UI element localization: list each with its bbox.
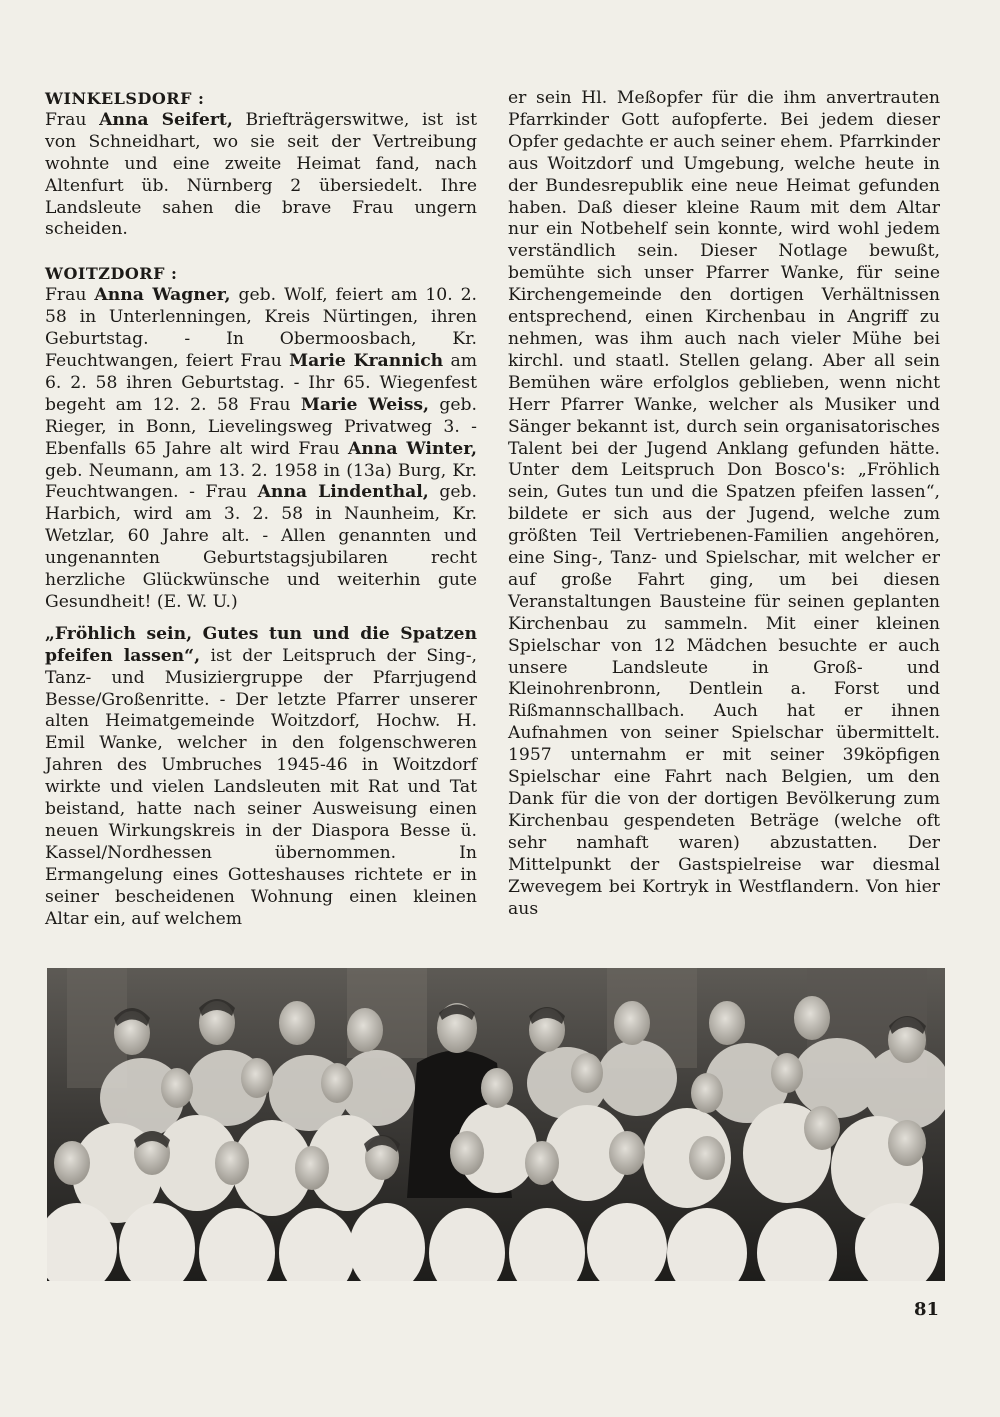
article-continuation: er sein Hl. Meßopfer für die ihm anvertrauten Pfarrkinder Gott aufopferte. Bei jedem dieser Opfer gedachte er auch seiner ehem. Pfarrkinder aus Woitzdorf und Umgebung, welche heute in der Bundesrepublik eine neue Heimat gefunden haben. Daß dieser kleine Raum mit dem Altar nur ein Notbehelf sein konnte, wird wohl jedem verständlich sein. Dieser Notlage bewußt, bemühte sich unser Pfarrer Wanke, für seine Kirchengemeinde den dortigen Verhältnissen entsprechend, einen Kirchenbau in Angriff zu nehmen, was ihm auch nach vieler Mühe bei kirchl. und staatl. Stellen gelang. Aber all sein Bemühen wäre erfolglos geblieben, wenn nicht Herr Pfarrer Wanke, welcher als Musiker und Sänger bekannt ist, durch sein organisatorisches Talent bei der Jugend Anklang gefunden hätte. Unter dem Leitspruch Don Bosco's: „Fröhlich sein, Gutes tun und die Spatzen pfeifen lassen“, bildete er sich aus der Jugend, welche zum größten Teil Vertriebenen-Familien angehören, eine Sing-, Tanz- und Spielschar, mit welcher er auf große Fahrt ging, um bei diesen Veranstaltungen Bausteine für seinen geplanten Kirchenbau zu sammeln. Mit einer kleinen Spielschar von 12 Mädchen besuchte er auch unsere Landsleute in Groß- und Kleinohrenbronn, Dentlein a. Forst und Rißmannschallbach. Auch hat er ihnen Aufnahmen von seiner Spielschar übermittelt. 1957 unternahm er mit seiner 39köpfigen Spielschar eine Fahrt nach Belgien, um den Dank für die von der dortigen Bevölkerung zum Kirchenbau gespendeten Beträge (welche oft sehr namhaft waren) abzustatten. Der Mittelpunkt der Gastspielreise war diesmal Zwevegem bei Kortryk in Westflandern. Von hier aus — [508, 88, 940, 919]
name-anna-seifert: Anna Seifert, — [99, 109, 233, 130]
article-motto: „Fröhlich sein, Gutes tun und die Spatzen pfeifen lassen“, — [45, 623, 477, 666]
woitzdorf-paragraph: Frau Anna Wagner, geb. Wolf, feiert am 10. 2. 58 in Unterlenningen, Kreis Nürtingen, ihren Geburtstag. - In Obermoosbach, Kr. Feuchtwangen, feiert Frau Marie Krannich am 6. 2. 58 ihren Geburtstag. - Ihr 65. Wiegenfest begeht am 12. 2. 58 Frau Marie Weiss, geb. Rieger, in Bonn, Lievelingsweg Privatweg 3. - Ebenfalls 65 Jahre alt wird Frau Anna Winter, geb. Neumann, am 13. 2. 1958 in (13a) Burg, Kr. Feuchtwangen. - Frau Anna Lindenthal, geb. Harbich, wird am 3. 2. 58 in Naunheim, Kr. Wetzlar, 60 Jahre alt. - Allen genannten und ungenannten Geburtstagsjubilaren recht herzliche Glückwünsche und weiterhin gute Gesundheit! (E. W. U.) — [45, 285, 478, 612]
name-anna-winter: Anna Winter, — [348, 438, 478, 459]
woitzdorf-heading: WOITZDORF : — [45, 264, 178, 284]
page-number: 81 — [914, 1299, 940, 1320]
name-marie-krannich: Marie Krannich — [289, 350, 444, 371]
winkelsdorf-paragraph: Frau Anna Seifert, Briefträgerswitwe, ist ist von Schneidhart, wo sie seit der Vertreibung wohnte und eine zweite Heimat fand, nach Altenfurt üb. Nürnberg 2 übersiedelt. Ihre Landsleute sahen die brave Frau ungern scheiden. — [45, 109, 478, 240]
winkelsdorf-heading: WINKELSDORF : — [45, 89, 205, 108]
left-column — [45, 88, 477, 931]
name-marie-weiss: Marie Weiss, — [300, 394, 430, 415]
name-anna-lindenthal: Anna Lindenthal, — [257, 482, 429, 503]
article-paragraph: „Fröhlich sein, Gutes tun und die Spatzen pfeifen lassen“, ist der Leitspruch der Sing-, Tanz- und Musiziergruppe der Pfarrjugend Besse/Großenritte. - Der letzte Pfarrer unserer alten Heimatgemeinde Woitzdorf, Hochw. H. Emil Wanke, welcher in den folgenschweren Jahren des Umbruches 1945-46 in Woitzdorf wirkte und vielen Landsleuten mit Rat und Tat beistand, hatte nach seiner Ausweisung einen neuen Wirkungskreis in der Diaspora Besse ü. Kassel/Nordhessen übernommen. In Ermangelung eines Gotteshauses richtete er in seiner bescheidenen Wohnung einen kleinen Altar ein, auf welchem — [45, 623, 477, 929]
group-photo-image — [47, 968, 945, 1281]
group-photo — [47, 968, 945, 1281]
right-column — [508, 88, 940, 920]
name-anna-wagner: Anna Wagner, — [94, 285, 231, 306]
